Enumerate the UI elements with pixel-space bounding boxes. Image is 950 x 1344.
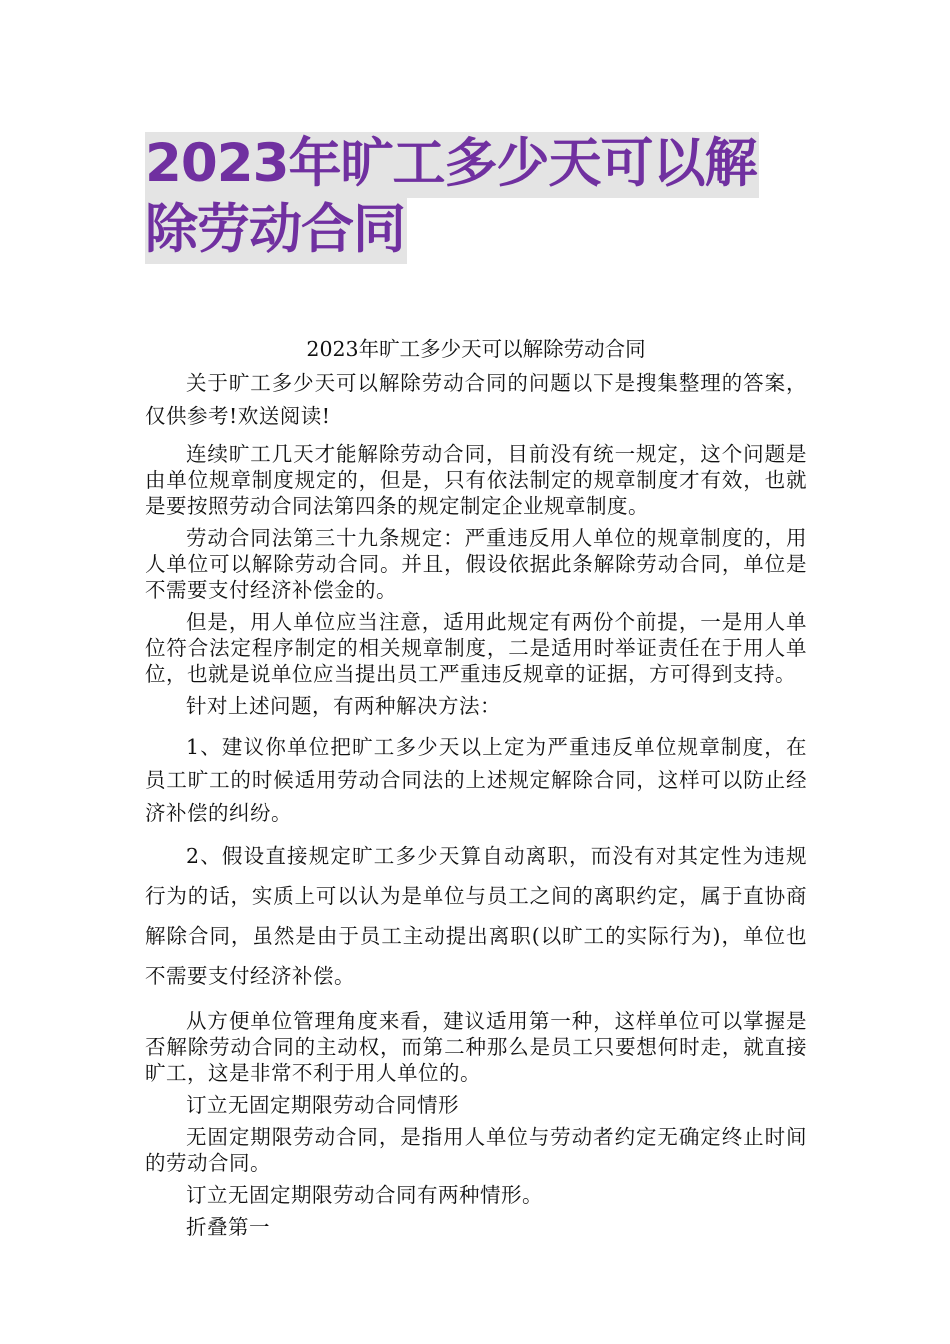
document-body: [145, 333, 807, 1240]
paragraph-6: 2、假设直接规定旷工多少天算自动离职，而没有对其定性为违规行为的话，实质上可以认为是单位与员工之间的离职约定，属于直协商解除合同，虽然是由于员工主动提出离职(以旷工的实际行为)，单位也不需要支付经济补偿。: [145, 844, 807, 988]
paragraph-intro: 关于旷工多少天可以解除劳动合同的问题以下是搜集整理的答案，仅供参考!欢送阅读!: [145, 371, 807, 428]
title-line-1: 2023年旷工多少天可以解: [145, 132, 759, 198]
paragraph-9: 无固定期限劳动合同，是指用人单位与劳动者约定无确定终止时间的劳动合同。: [145, 1125, 807, 1175]
paragraph-2: 劳动合同法第三十九条规定：严重违反用人单位的规章制度的，用人单位可以解除劳动合同。并且，假设依据此条解除劳动合同，单位是不需要支付经济补偿金的。: [145, 526, 807, 602]
title-line-2: 除劳动合同: [145, 198, 407, 264]
paragraph-8: 订立无固定期限劳动合同情形: [186, 1093, 459, 1117]
paragraph-7: 从方便单位管理角度来看，建议适用第一种，这样单位可以掌握是否解除劳动合同的主动权，而第二种那么是员工只要想何时走，就直接旷工，这是非常不利于用人单位的。: [145, 1009, 807, 1085]
paragraph-5: 1、建议你单位把旷工多少天以上定为严重违反单位规章制度，在员工旷工的时候适用劳动合同法的上述规定解除合同，这样可以防止经济补偿的纠纷。: [145, 735, 807, 825]
paragraph-10: 订立无固定期限劳动合同有两种情形。: [186, 1183, 543, 1207]
document-subtitle: 2023年旷工多少天可以解除劳动合同: [306, 337, 646, 361]
document-title: [145, 132, 815, 264]
paragraph-11: 折叠第一: [186, 1215, 270, 1239]
paragraph-3: 但是，用人单位应当注意，适用此规定有两份个前提，一是用人单位符合法定程序制定的相关规章制度，二是适用时举证责任在于用人单位，也就是说单位应当提出员工严重违反规章的证据，方可得到支持。: [145, 610, 807, 686]
paragraph-1: 连续旷工几天才能解除劳动合同，目前没有统一规定，这个问题是由单位规章制度规定的，但是，只有依法制定的规章制度才有效，也就是要按照劳动合同法第四条的规定制定企业规章制度。: [145, 442, 807, 518]
paragraph-4: 针对上述问题，有两种解决方法：: [186, 694, 501, 718]
